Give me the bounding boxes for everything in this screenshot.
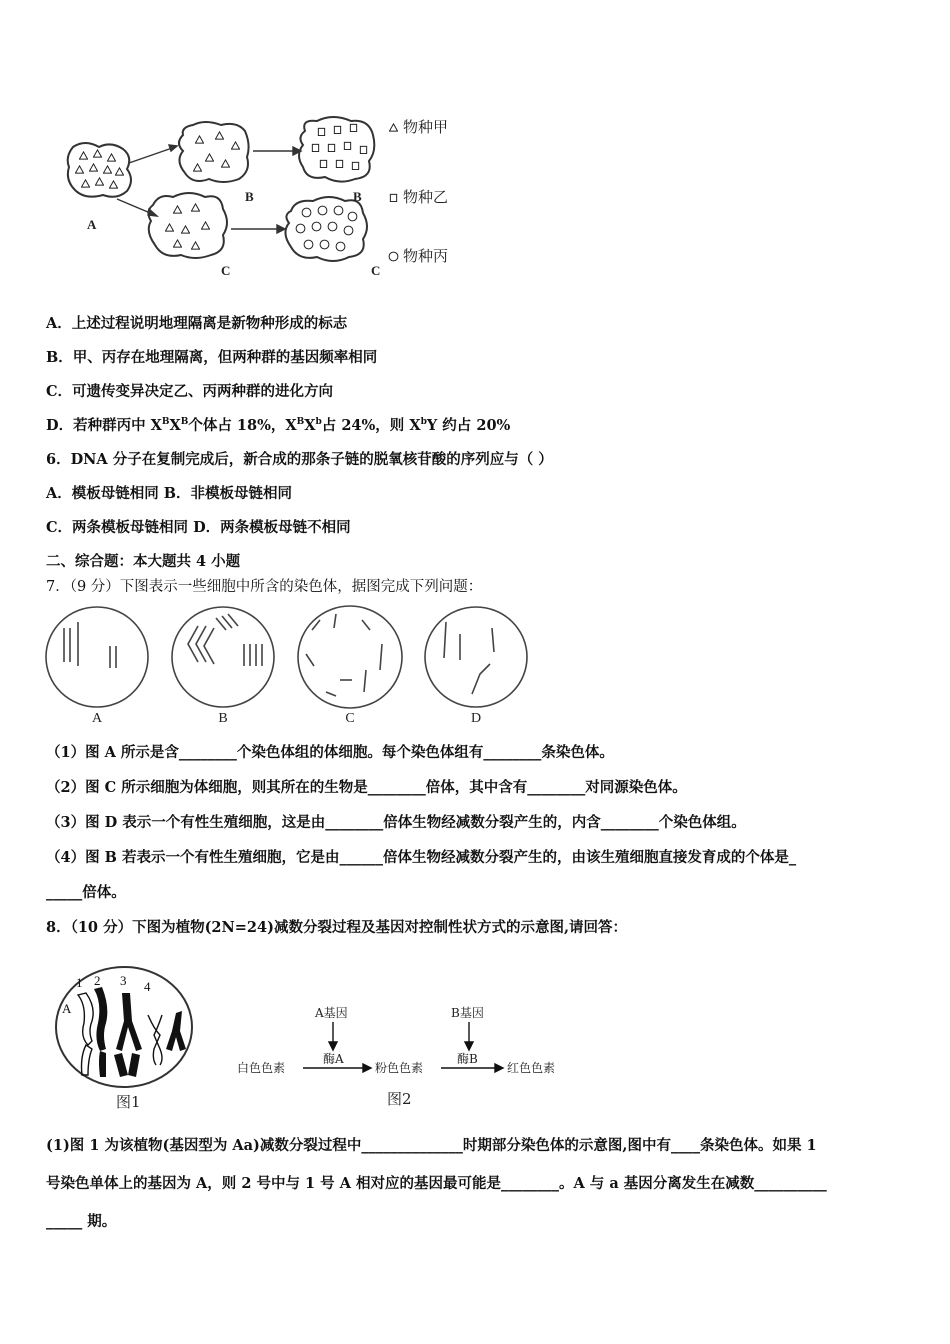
q5-option-D: D．若种群丙中 $X^BX^B$个体占 18%，$X^BX^b$占 24%，则 $X^bY$ 约占 20% — [46, 417, 511, 434]
enzyme-A-label: 酶A — [323, 1052, 344, 1066]
q7-part3: （3）图 D 表示一个有性生殖细胞，这是由________倍体生物经减数分裂产生的，内含________个染色体组。 — [46, 814, 746, 831]
cell-label-A: A — [91, 711, 103, 726]
cell-chromosome-diagram — [40, 600, 530, 730]
population-B1 — [179, 122, 249, 182]
pink-pigment: 粉色色素 — [375, 1061, 424, 1075]
gene-pathway-figure-2 — [235, 1000, 575, 1115]
q8-part1-b: 号染色单体上的基因为 A，则 2 号中与 1 号 A 相对应的基因最可能是________。A 与 a 基因分离发生在减数__________ — [46, 1175, 827, 1192]
square-icon — [390, 194, 396, 201]
q6-stem: 6．DNA 分子在复制完成后，新合成的那条子链的脱氧核苷酸的序列应与（ ） — [46, 451, 553, 468]
gene-A-label: A基因 — [315, 1006, 348, 1020]
label-B2: B — [353, 189, 362, 204]
q8-part1-c: _____ 期。 — [46, 1213, 117, 1230]
q7-part4-cont: _____倍体。 — [46, 884, 126, 901]
legend — [389, 118, 448, 265]
speciation-diagram — [55, 105, 475, 285]
figure1-caption: 图1 — [116, 1093, 141, 1111]
label-C2: C — [371, 263, 381, 278]
label-A: A — [87, 217, 97, 232]
q8-stem: 8．（10 分）下图为植物(2N=24)减数分裂过程及基因对控制性状方式的示意图,请回答： — [46, 919, 628, 936]
cell-label-D: D — [470, 711, 482, 726]
section-heading: 二、综合题：本大题共 4 小题 — [46, 553, 241, 570]
triangle-icon — [389, 124, 397, 131]
q7-stem: 7．（9 分）下图表示一些细胞中所含的染色体，据图完成下列问题： — [46, 579, 483, 595]
chromatid-num-2: 2 — [94, 973, 101, 988]
circle-icon — [389, 252, 398, 261]
meiosis-figure-1 — [50, 965, 210, 1115]
q5-option-A: A．上述过程说明地理隔离是新物种形成的标志 — [46, 315, 348, 332]
q8-part1-a: (1)图 1 为该植物(基因型为 Aa)减数分裂过程中______________时期部分染色体的示意图,图中有____条染色体。如果 1 — [46, 1137, 817, 1154]
allele-label-A: A — [62, 1001, 72, 1016]
q5-option-C: C．可遗传变异决定乙、丙两种群的进化方向 — [46, 383, 334, 400]
red-pigment: 红色色素 — [507, 1061, 556, 1075]
white-pigment: 白色色素 — [237, 1061, 286, 1075]
legend-label-2: 物种乙 — [403, 188, 449, 206]
legend-label-1: 物种甲 — [403, 118, 449, 136]
q6-options-row2: C．两条模板母链相同 D．两条模板母链不相同 — [46, 519, 351, 536]
q5-option-B: B．甲、丙存在地理隔离，但两种群的基因频率相同 — [46, 349, 378, 366]
label-B1: B — [245, 189, 254, 204]
cell-label-B: B — [218, 711, 228, 726]
enzyme-B-label: 酶B — [457, 1052, 478, 1066]
label-C1: C — [221, 263, 231, 278]
q7-part1: （1）图 A 所示是含________个染色体组的体细胞。每个染色体组有________条染色体。 — [46, 744, 614, 761]
population-C1 — [148, 193, 227, 258]
figure2-caption: 图2 — [387, 1090, 412, 1108]
chromatid-num-3: 3 — [120, 973, 127, 988]
population-C2 — [285, 197, 367, 261]
q7-part4: （4）图 B 若表示一个有性生殖细胞，它是由______倍体生物经减数分裂产生的，由该生殖细胞直接发育成的个体是_ — [46, 849, 797, 866]
chromatid-num-4: 4 — [144, 979, 151, 994]
chromatid-num-1: 1 — [76, 975, 83, 990]
legend-label-3: 物种丙 — [403, 247, 449, 265]
gene-B-label: B基因 — [451, 1006, 484, 1020]
cell-label-C: C — [345, 711, 355, 726]
q7-part2: （2）图 C 所示细胞为体细胞，则其所在的生物是________倍体，其中含有________对同源染色体。 — [46, 779, 687, 796]
q6-options-row1: A．模板母链相同 B．非模板母链相同 — [46, 485, 293, 502]
